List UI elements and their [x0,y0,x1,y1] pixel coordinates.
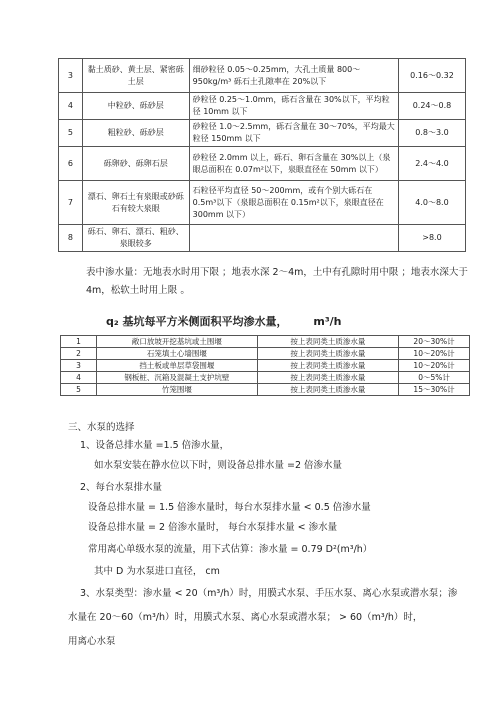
calculation-basis: 按上表同类土质渗水量 [257,372,398,384]
table-row [59,181,466,225]
soil-description: 石粒径平均直径 50～200mm，或有个别大砾石在 0.5m³以下（泉眼总面积在 0.15m²以下，泉眼直径在 300mm 以下） [189,181,398,225]
table-row [59,59,466,93]
rule-3c: 用离心水泵 [68,636,116,647]
soil-type: 砾石、卵石、漂石、粗砂、泉眼较多 [82,225,189,252]
rule-2: 2、每台水泵排水量 [80,482,163,493]
rule-1: 1、设备总排水量 =1.5 倍渗水量， [80,440,230,451]
soil-description: 细砂粒径 0.05～0.25mm，大孔土质量 800～950kg/m³ 砾石土孔隙率在 20%以下 [189,59,398,93]
table-note: 表中渗水量：无地表水时用下限 ；地表水深 2～4m，土中有孔隙时用中限 ；地表水深大于 4m，松软土时用上限 。 [86,267,468,296]
soil-description: 砂粒径 0.25～1.0mm，砾石含量在 30%以下，平均粒径 10mm 以下 [189,93,398,120]
rule-3b: 水量在 20～60（m³/h）时，用膜式水泵、离心水泵或潜水泵； > 60（m³/h）时， [68,612,423,623]
table2-title: q₂ 基坑每平方米侧面积平均渗水量， [106,315,288,328]
table-row [59,147,466,181]
side-seepage-table [60,335,470,396]
excavation-method: 竹笼围堰 [96,384,257,396]
calculation-basis: 按上表同类土质渗水量 [257,348,398,360]
soil-type: 砾卵砂、砾卵石层 [82,147,189,181]
rule-2d: 其中 D 为水泵进口直径， cm [94,566,220,577]
row-number: 6 [59,147,83,181]
seepage-ratio: 15～30%计 [399,384,470,396]
table2-caption [106,313,342,329]
seepage-coefficient: 2.4～4.0 [398,147,465,181]
soil-description [189,225,398,252]
seepage-coefficient: 0.24～0.8 [398,93,465,120]
excavation-method: 钢板桩、沉箱及混凝土支护坑壁 [96,372,257,384]
row-number: 2 [61,348,97,360]
soil-type: 粗粒砂、砾砂层 [82,120,189,147]
calculation-basis: 按上表同类土质渗水量 [257,384,398,396]
rule-2b: 设备总排水量 = 2 倍渗水量时， 每台水泵排水量 < 渗水量 [88,522,338,533]
table-row [59,93,466,120]
table-row [61,348,470,360]
soil-description: 砂粒径 1.0～2.5mm，砾石含量在 30～70%，平均最大粒径 150mm 以下 [189,120,398,147]
seepage-ratio: 10～20%计 [399,348,470,360]
table-row [61,336,470,348]
row-number: 7 [59,181,83,225]
row-number: 8 [59,225,83,252]
seepage-ratio: 0～5%计 [399,372,470,384]
row-number: 3 [59,59,83,93]
table-row [61,384,470,396]
row-number: 4 [59,93,83,120]
soil-type: 中粒砂、砾砂层 [82,93,189,120]
rule-1b: 如水泵安装在静水位以下时，则设备总排水量 =2 倍渗水量 [94,460,343,471]
seepage-coefficient: >8.0 [398,225,465,252]
seepage-coefficient-table [58,58,466,252]
soil-type: 漂石、卵石土有泉眼或砂砾石有较大泉眼 [82,181,189,225]
table2-unit: m³/h [313,315,342,328]
table-row [59,225,466,252]
rule-2c: 常用离心单级水泵的流量，用下式估算：渗水量 = 0.79 D²(m³/h） [88,544,373,555]
row-number: 5 [61,384,97,396]
calculation-basis: 按上表同类土质渗水量 [257,360,398,372]
row-number: 5 [59,120,83,147]
table-row [61,372,470,384]
row-number: 3 [61,360,97,372]
seepage-ratio: 20～30%计 [399,336,470,348]
calculation-basis: 按上表同类土质渗水量 [257,336,398,348]
section-heading: 三、水泵的选择 [68,422,135,433]
seepage-coefficient: 0.8～3.0 [398,120,465,147]
soil-description: 砂粒径 2.0mm 以上，砾石、卵石含量在 30%以上（泉眼总面积在 0.07m²以下，泉眼直径在 50mm 以下） [189,147,398,181]
excavation-method: 挡土板或单层草袋围堰 [96,360,257,372]
excavation-method: 敞口放坡开挖基坑或土围堰 [96,336,257,348]
seepage-coefficient: 0.16～0.32 [398,59,465,93]
excavation-method: 石笼填土心墙围堰 [96,348,257,360]
rule-3a: 3、水泵类型：渗水量 < 20（m³/h）时，用膜式水泵、手压水泵、离心水泵或潜水泵；渗 [80,588,458,599]
row-number: 1 [61,336,97,348]
soil-type: 黏土质砂、黄土层、紧密砾土层 [82,59,189,93]
row-number: 4 [61,372,97,384]
rule-2a: 设备总排水量 = 1.5 倍渗水量时，每台水泵排水量 < 0.5 倍渗水量 [88,502,371,513]
table-row [61,360,470,372]
seepage-coefficient: 4.0～8.0 [398,181,465,225]
seepage-ratio: 10～20%计 [399,360,470,372]
table-row [59,120,466,147]
